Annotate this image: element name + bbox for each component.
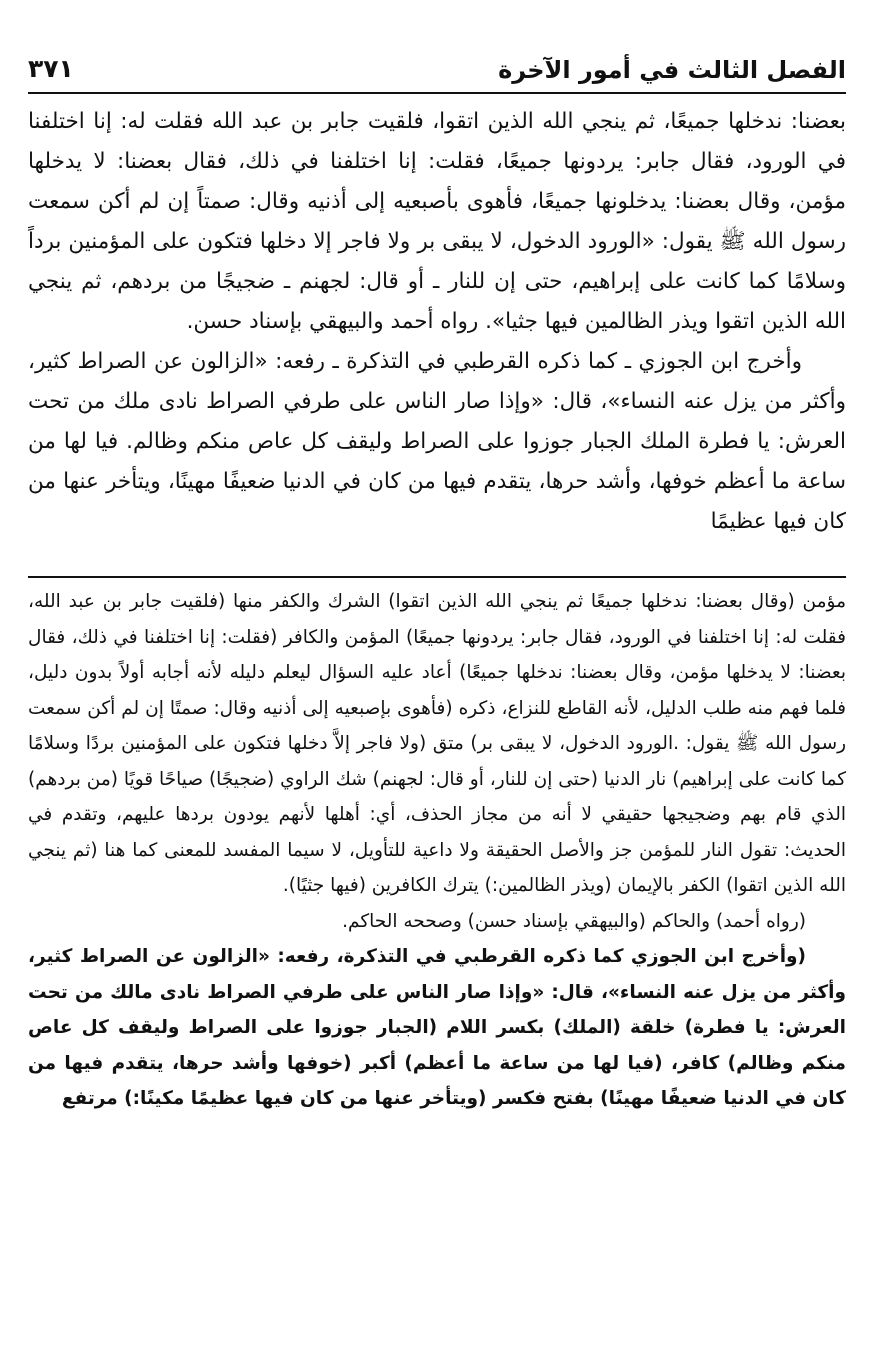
- main-paragraph-1: بعضنا: ندخلها جميعًا، ثم ينجي الله الذين اتقوا، فلقيت جابر بن عبد الله فقلت له: إنا اختلفنا في الورود، فقال جابر: يردونها جميعًا، فقلت: إنا اختلفنا في ذلك، فقال بعضنا: لا يدخلها مؤمن، وقال بعضنا: يدخلونها جميعًا، فأهوى بأصبعيه إلى أذنيه وقال: صمتاً إن لم أكن سمعت رسول الله ﷺ يقول: «الورود الدخول، لا يبقى بر ولا فاجر إلا دخلها فتكون على المؤمنين برداً وسلامًا كما كانت على إبراهيم، حتى إن للنار ـ أو قال: لجهنم ـ ضجيجًا من بردهم، ثم ينجي الله الذين اتقوا ويذر الظالمين فيها جثيا». رواه أحمد والبيهقي بإسناد حسن.: [28, 109, 846, 334]
- page-number: ٣٧١: [28, 54, 74, 83]
- running-title: الفصل الثالث في أمور الآخرة: [498, 56, 846, 84]
- commentary-section: [28, 584, 846, 1117]
- main-text: [28, 102, 846, 542]
- book-page: [28, 48, 846, 1117]
- footnote-divider: [28, 576, 846, 578]
- page-header: [28, 48, 846, 94]
- header-divider: [28, 92, 846, 94]
- commentary-paragraph-3: (وأخرج ابن الجوزي كما ذكره القرطبي في التذكرة، رفعه: «الزالون عن الصراط كثير، وأكثر من يزل عنه النساء»، قال: «وإذا صار الناس على طرفي الصراط نادى مالك من تحت العرش: يا فطرة) خلقة (الملك) بكسر اللام (الجبار جوزوا على الصراط وليقف كل عاص منكم وظالم) كافر، (فيا لها من ساعة ما أعظم) أكبر (خوفها وأشد حرها، يتقدم فيها من كان في الدنيا ضعيفًا مهينًا) بفتح فكسر (ويتأخر عنها من كان فيها عظيمًا مكينًا:) مرتفع: [28, 946, 846, 1109]
- commentary-paragraph-1: مؤمن (وقال بعضنا: ندخلها جميعًا ثم ينجي الله الذين اتقوا) الشرك والكفر منها (فلقيت جابر بن عبد الله، فقلت له: إنا اختلفنا في الورود، فقال جابر: يردونها جميعًا) المؤمن والكافر (فقلت: إنا اختلفنا في ذلك، فقال بعضنا: لا يدخلها مؤمن، وقال بعضنا: ندخلها جميعًا) أعاد عليه السؤال ليعلم دليله لأنه أجابه أولاً بدون دليل، فلما فهم منه طلب الدليل، لأنه القاطع للنزاع، ذكره (فأهوى بإصبعيه إلى أذنيه وقال: صمتًا إن لم أكن سمعت رسول الله ﷺ يقول: .الورود الدخول، لا يبقى بر) متق (ولا فاجر إلاَّ دخلها فتكون على المؤمنين بردًا وسلامًا كما كانت على إبراهيم) نار الدنيا (حتى إن للنار، أو قال: لجهنم) شك الراوي (ضجيجًا) صياحًا قويًا (من بردهم) الذي قام بهم وضجيجها حقيقي لا أنه من مجاز الحذف، أي: أهلها لأنهم يودون بردها عليهم، وتقدم في الحديث: تقول النار للمؤمن جز والأصل الحقيقة ولا داعية للتأويل، لا سيما المفسد للمعنى كما هنا (ثم ينجي الله الذين اتقوا) الكفر بالإيمان (ويذر الظالمين:) يترك الكافرين (فيها جثيًا).: [28, 591, 846, 896]
- main-paragraph-2: وأخرج ابن الجوزي ـ كما ذكره القرطبي في التذكرة ـ رفعه: «الزالون عن الصراط كثير، وأكثر من يزل عنه النساء»، قال: «وإذا صار الناس على طرفي الصراط نادى ملك من تحت العرش: يا فطرة الملك الجبار جوزوا على الصراط وليقف كل عاص منكم وظالم. فيا لها من ساعة ما أعظم خوفها، وأشد حرها، يتقدم فيها من كان في الدنيا ضعيفًا مهينًا، ويتأخر عنها من كان فيها عظيمًا: [28, 349, 846, 534]
- commentary-paragraph-2: (رواه أحمد) والحاكم (والبيهقي بإسناد حسن) وصححه الحاكم.: [342, 910, 806, 932]
